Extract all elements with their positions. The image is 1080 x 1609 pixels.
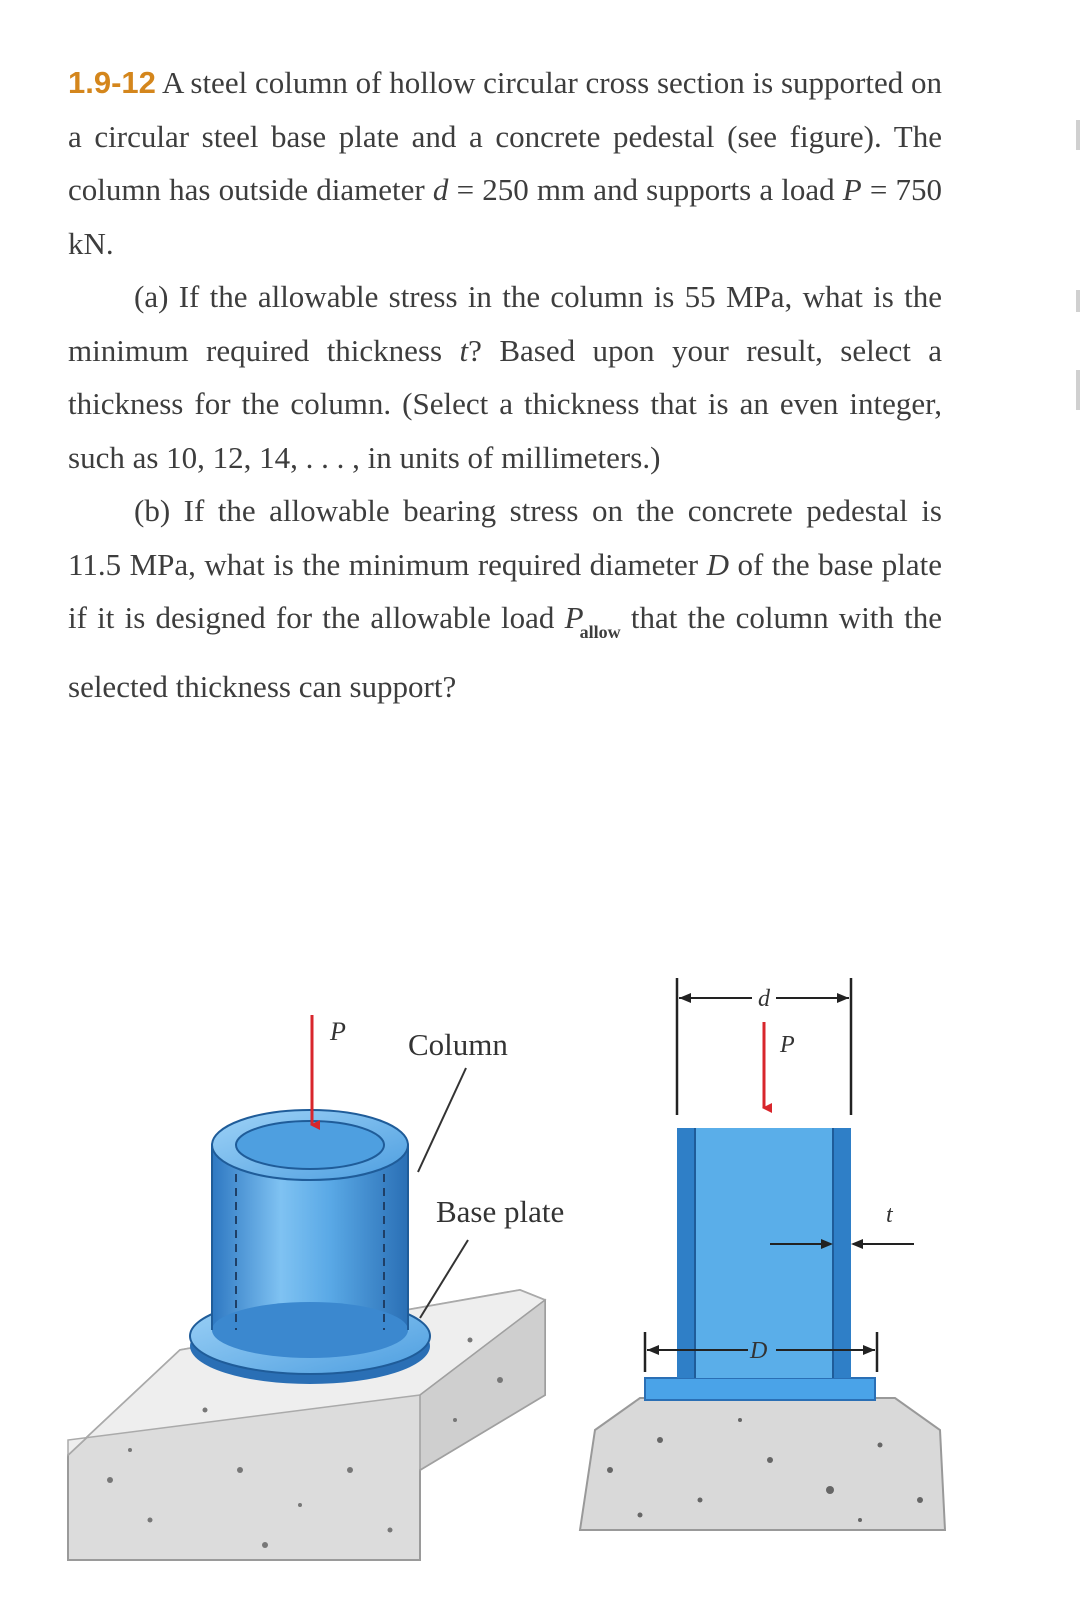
base-plate-label: Base plate (436, 1194, 565, 1229)
left-load-label: P (330, 1017, 346, 1046)
right-base-plate (645, 1378, 875, 1400)
problem-intro: 1.9-12 A steel column of hollow circular cross section is supported on a circular steel base plate and a concrete pedestal (see figure). The column has outside diameter d = 250 mm and supports a load P = 750 kN. (68, 65, 943, 261)
part-a: (a) If the allowable stress in the column is 55 MPa, what is the minimum required thickness t? Based upon your result, select a thickness for the column. (Select a thickness that is an even integer, such as 10, 12, 14, . . . , in units of millimeters.) (68, 279, 943, 475)
part-b: (b) If the allowable bearing stress on the concrete pedestal is 11.5 MPa, what is the minimum required diameter D of the base plate if it is designed for the allowable load $P_{allow}$ that the column with the selected thickness can support? (68, 493, 943, 704)
column-leader-line (418, 1068, 466, 1172)
problem-number: 1.9-12 (68, 65, 156, 100)
right-load-label: P (780, 1032, 795, 1058)
left-column (212, 1110, 408, 1358)
D-label: D (750, 1338, 768, 1364)
d-label: d (758, 986, 770, 1012)
right-pedestal (580, 1398, 945, 1530)
t-label: t (886, 1202, 893, 1228)
column-label: Column (408, 1027, 508, 1062)
